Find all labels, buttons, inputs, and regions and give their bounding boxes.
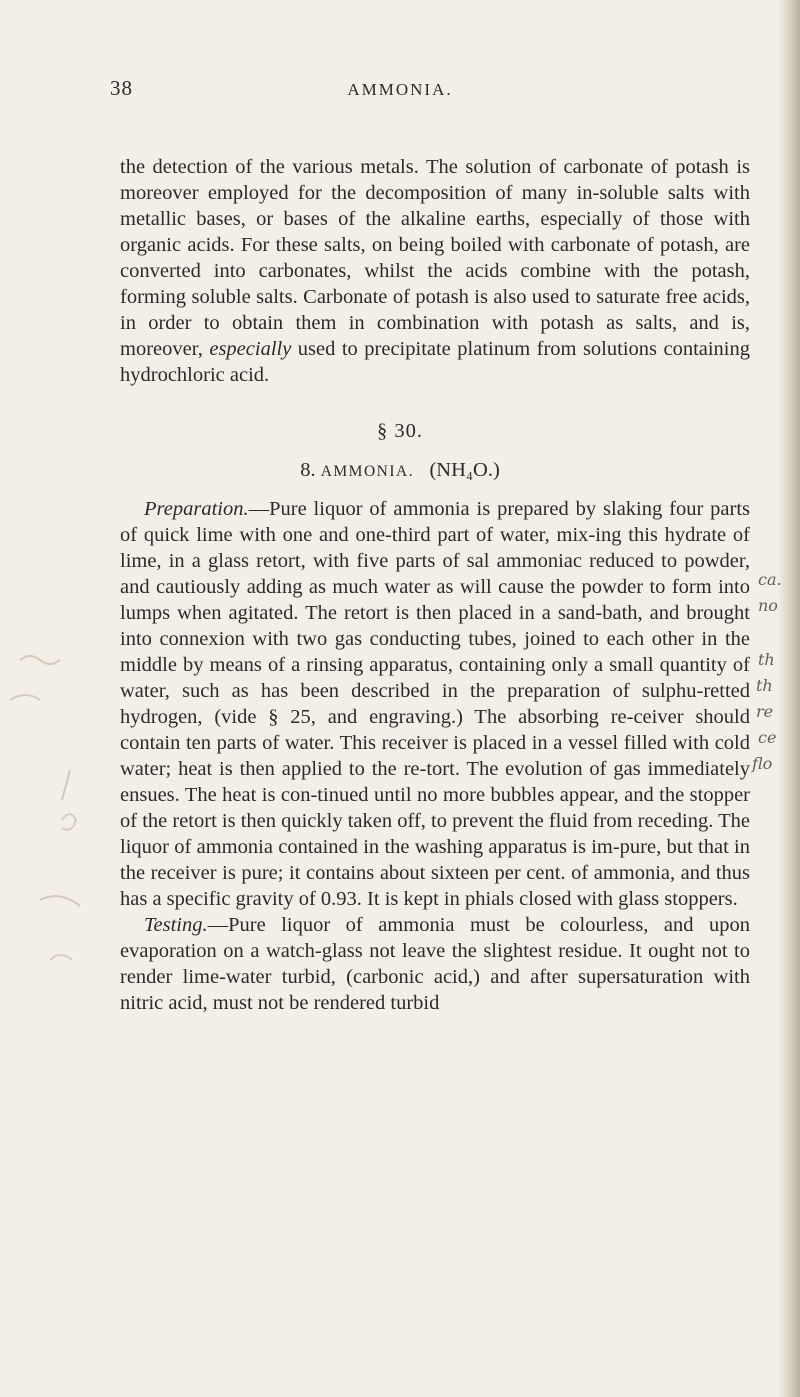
paragraph-tail: used to precipitate platinum from solutions containing hydrochloric acid. — [120, 338, 751, 386]
ammonia-body — [120, 496, 750, 1016]
testing-text: —Pure liquor of ammonia must be colourless, and upon evaporation on a watch-glass not leave the slightest residue. It ought not to render lime-water turbid, (carbonic acid,) and after supersaturation with nitric acid, must not be rendered turbid — [120, 914, 750, 1014]
paragraph-carbonate-potash — [120, 154, 750, 388]
preparation-paragraph — [120, 496, 750, 912]
margin-note: th — [758, 650, 775, 669]
margin-note: no — [758, 596, 778, 615]
margin-note: th — [756, 676, 773, 695]
page-number: 38 — [110, 76, 133, 100]
testing-label: Testing. — [144, 914, 208, 936]
chemical-formula: (NH₄O.) — [429, 459, 500, 481]
margin-note: re — [756, 702, 774, 721]
entry-name: AMMONIA. — [320, 463, 415, 480]
paragraph-text: the detection of the various metals. The solution of carbonate of potash is moreover employed for the decomposition of many in-soluble salts with metallic bases, or bases of the alkaline earths, especially of those with organic acids. For these salts, on being boiled with carbonate of potash, are converted into carbonates, whilst the acids combine with the potash, forming soluble salts. Carbonate of potash is also used to saturate free acids, in order to obtain them in combination with potash as salts, and is, moreover, — [120, 156, 750, 360]
margin-note: flo — [752, 754, 773, 773]
emphasis-text: especially — [209, 338, 292, 360]
section-heading: § 30. — [377, 420, 423, 442]
entry-number: 8. — [300, 459, 316, 481]
faint-pencil-marks — [0, 640, 120, 1020]
running-head: AMMONIA. — [347, 80, 453, 99]
preparation-label: Preparation. — [144, 498, 249, 520]
margin-note: ca. — [758, 570, 782, 589]
preparation-text: —Pure liquor of ammonia is prepared by slaking four parts of quick lime with one and one-third part of water, mix-ing this hydrate of lime, in a glass retort, with five parts of sal ammoniac reduced to powder, and cautiously adding as much water as will cause the powder to form into lumps when agitated. The retort is then placed in a sand-bath, and brought into connexion with two gas conducting tubes, joined to each other in the middle by means of a rinsing apparatus, containing only a small quantity of water, such as has been described in the preparation of sulphu-retted hydrogen, (vide § 25, and engraving.) The absorbing re-ceiver should contain ten parts of water. This receiver is placed in a vessel filled with cold water; heat is then applied to the re-tort. The evolution of gas immediately ensues. The heat is con-tinued until no more bubbles appear, and the stopper of the retort is then quickly taken off, to prevent the fluid from receding. The liquor of ammonia contained in the washing apparatus is im-pure, but that in the receiver is pure; it contains about sixteen per cent. of ammonia, and thus has a specific gravity of 0.93. It is kept in phials closed with glass stoppers. — [120, 498, 750, 910]
page-edge — [778, 0, 800, 1397]
page-header — [0, 76, 800, 116]
margin-note: ce — [758, 728, 777, 747]
testing-paragraph — [120, 912, 750, 1016]
entry-title — [0, 459, 800, 482]
